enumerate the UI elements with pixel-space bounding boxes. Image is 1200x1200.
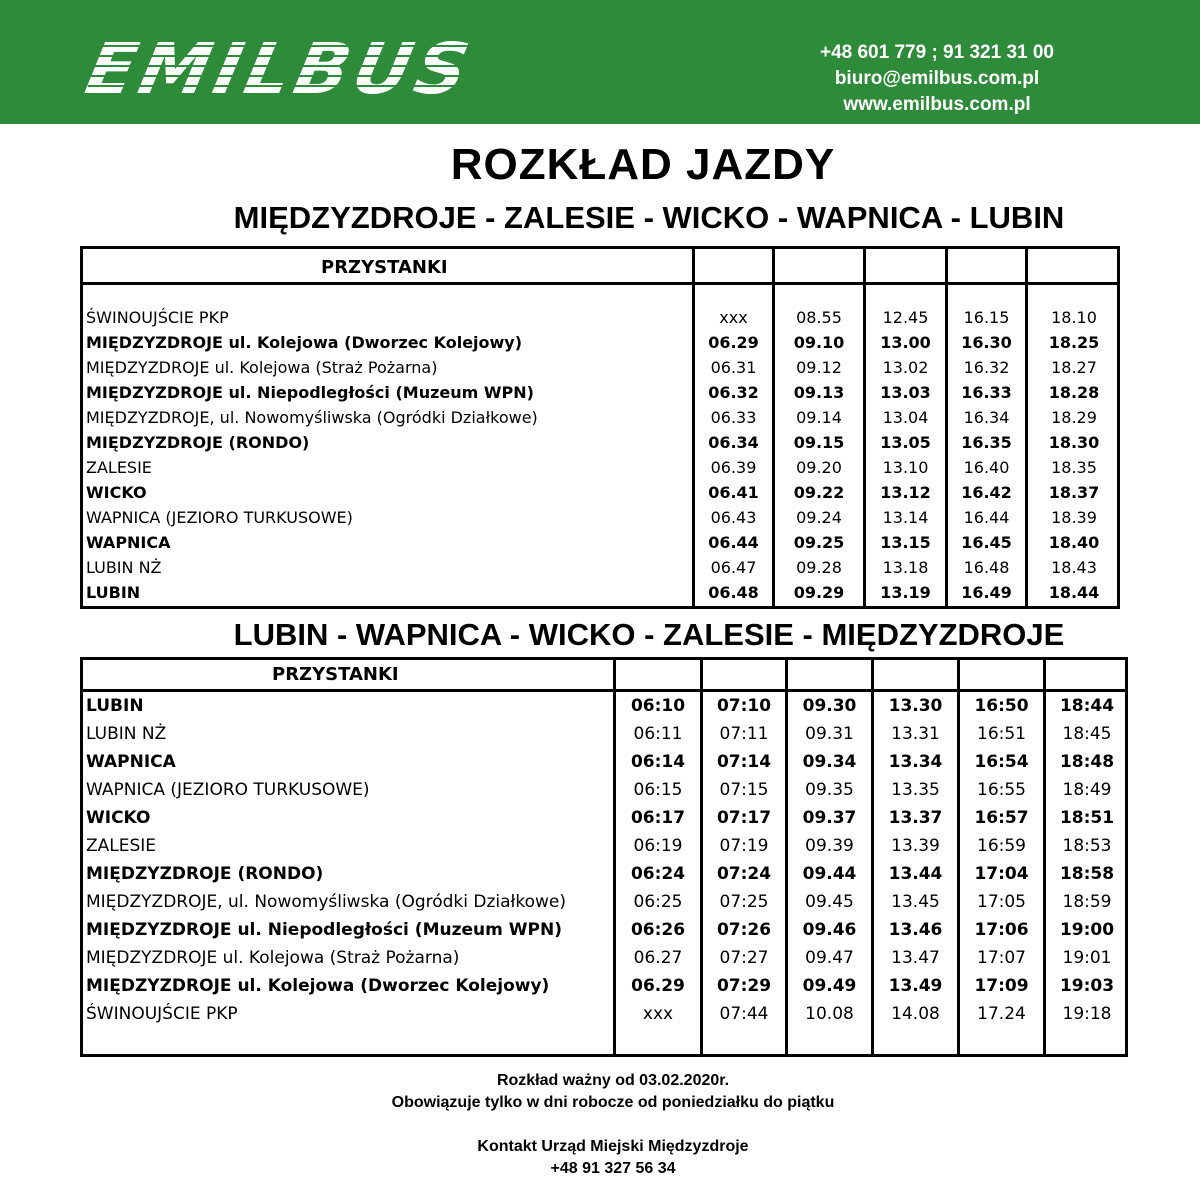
stop-name: ZALESIE — [86, 458, 152, 477]
departure-time: 13.35 — [891, 780, 940, 800]
table-row — [83, 308, 1117, 333]
departure-time: 17:09 — [974, 976, 1029, 996]
stop-name: ŚWINOUJŚCIE PKP — [86, 1004, 238, 1024]
departure-time: 09.46 — [802, 920, 857, 940]
departure-time: 18.25 — [1048, 333, 1100, 352]
stop-name: LUBIN NŻ — [86, 558, 162, 577]
departure-time: 07:15 — [719, 780, 769, 800]
departure-time: 16.35 — [961, 433, 1012, 452]
stop-name: MIĘDZYZDROJE ul. Kolejowa (Straż Pożarna) — [86, 358, 438, 377]
departure-time: 18.27 — [1051, 358, 1097, 377]
departure-time: 07:26 — [716, 920, 772, 940]
departure-time: 13.49 — [888, 976, 943, 996]
departure-time: 06:24 — [630, 864, 686, 884]
departure-time: 16.48 — [963, 558, 1010, 577]
departure-time: 06.34 — [708, 433, 759, 452]
stop-name: ŚWINOUJŚCIE PKP — [86, 308, 229, 327]
departure-time: 16.42 — [961, 483, 1012, 502]
departure-time: 09.34 — [802, 752, 857, 772]
departure-time: 16:50 — [974, 696, 1029, 716]
departure-time: 06:19 — [633, 836, 683, 856]
departure-time: 16.15 — [963, 308, 1010, 327]
departure-time: 18:51 — [1059, 808, 1115, 828]
stop-name: MIĘDZYZDROJE (RONDO) — [86, 433, 310, 452]
page-title: ROZKŁAD JAZDY — [450, 140, 836, 189]
departure-time: 06:15 — [633, 780, 683, 800]
departure-time: 13.04 — [882, 408, 929, 427]
stop-name: MIĘDZYZDROJE ul. Niepodległości (Muzeum WPN) — [86, 383, 534, 402]
departure-time: 18:45 — [1062, 724, 1112, 744]
departure-time: 09.30 — [802, 696, 857, 716]
departure-time: 17.24 — [977, 1004, 1026, 1024]
departure-time: 18.29 — [1051, 408, 1097, 427]
table-row — [83, 458, 1117, 483]
stop-name: MIĘDZYZDROJE (RONDO) — [86, 864, 324, 884]
table-header-label: PRZYSTANKI — [272, 664, 399, 685]
table-row — [83, 333, 1117, 358]
table-row — [83, 920, 1125, 945]
departure-time: 06:17 — [630, 808, 686, 828]
table-header-divider — [83, 282, 1117, 285]
departure-time: 07:17 — [716, 808, 772, 828]
departure-time: 17:06 — [974, 920, 1029, 940]
departure-time: 17:07 — [977, 948, 1026, 968]
timetable-2 — [80, 657, 1128, 1057]
departure-time: 13.37 — [888, 808, 943, 828]
departure-time: 06:26 — [630, 920, 686, 940]
table-row — [83, 383, 1117, 408]
departure-time: 18.10 — [1051, 308, 1097, 327]
departure-time: 18:59 — [1062, 892, 1112, 912]
departure-time: 06:11 — [633, 724, 683, 744]
departure-time: 13.44 — [888, 864, 943, 884]
departure-time: 17:05 — [977, 892, 1026, 912]
departure-time: 13.45 — [891, 892, 940, 912]
departure-time: 13.30 — [888, 696, 943, 716]
departure-time: xxx — [719, 308, 748, 327]
departure-time: 16:55 — [977, 780, 1026, 800]
departure-time: 10.08 — [805, 1004, 854, 1024]
departure-time: 06.29 — [708, 333, 759, 352]
departure-time: 13.34 — [888, 752, 943, 772]
table-row — [83, 864, 1125, 889]
departure-time: 18.28 — [1048, 383, 1100, 402]
departure-time: 13.46 — [888, 920, 943, 940]
emilbus-logo — [79, 28, 488, 110]
departure-time: 07:14 — [716, 752, 772, 772]
departure-time: 13.18 — [882, 558, 929, 577]
departure-time: 07:25 — [719, 892, 769, 912]
departure-time: 09.47 — [805, 948, 854, 968]
departure-time: 09.25 — [793, 533, 845, 552]
header-banner — [0, 0, 1200, 124]
footer-notes — [0, 1070, 1200, 1180]
departure-time: 09.22 — [793, 483, 845, 502]
departure-time: 06.31 — [710, 358, 757, 377]
departure-time: 09.29 — [793, 583, 845, 602]
header-phone: +48 601 779 ; 91 321 31 00 — [819, 42, 1054, 63]
departure-time: 09.13 — [793, 383, 845, 402]
table-row — [83, 892, 1125, 917]
logo-speed-lines — [88, 34, 508, 98]
table-row — [83, 948, 1125, 973]
departure-time: 14.08 — [891, 1004, 940, 1024]
departure-time: 18.43 — [1051, 558, 1097, 577]
departure-time: 06.29 — [631, 976, 685, 996]
stop-name: WAPNICA (JEZIORO TURKUSOWE) — [86, 780, 370, 800]
departure-time: 07:27 — [719, 948, 769, 968]
departure-time: 09.35 — [805, 780, 854, 800]
departure-time: 18:44 — [1059, 696, 1115, 716]
departure-time: 18:49 — [1062, 780, 1112, 800]
departure-time: 07:44 — [719, 1004, 769, 1024]
departure-time: 09.14 — [796, 408, 842, 427]
departure-time: 13.10 — [882, 458, 929, 477]
departure-time: 06:25 — [633, 892, 683, 912]
departure-time: 06.44 — [708, 533, 759, 552]
departure-time: 13.47 — [891, 948, 940, 968]
stop-name: WAPNICA (JEZIORO TURKUSOWE) — [86, 508, 353, 527]
departure-time: 13.39 — [891, 836, 940, 856]
table-header-label: PRZYSTANKI — [321, 257, 448, 278]
table-row — [83, 780, 1125, 805]
table-row — [83, 508, 1117, 533]
table-row — [83, 583, 1117, 608]
departure-time: 19:03 — [1059, 976, 1115, 996]
departure-time: 07:19 — [719, 836, 769, 856]
validity-note: Rozkład ważny od 03.02.2020r. — [496, 1072, 730, 1089]
departure-time: 18.39 — [1051, 508, 1097, 527]
stop-name: WICKO — [86, 483, 147, 502]
departure-time: 18:58 — [1059, 864, 1115, 884]
departure-time: 13.19 — [880, 583, 931, 602]
departure-time: 19:18 — [1062, 1004, 1112, 1024]
departure-time: 16:59 — [977, 836, 1026, 856]
departure-time: 16.49 — [961, 583, 1012, 602]
departure-time: 06.39 — [710, 458, 757, 477]
departure-time: 09.15 — [793, 433, 845, 452]
departure-time: 09.49 — [802, 976, 857, 996]
departure-time: 16.32 — [963, 358, 1010, 377]
departure-time: 18.40 — [1048, 533, 1100, 552]
departure-time: 13.03 — [880, 383, 931, 402]
departure-time: 07:11 — [719, 724, 769, 744]
weekdays-note: Obowiązuje tylko w dni robocze od poniedziałku do piątku — [391, 1094, 835, 1111]
logo-text: EMILBUS — [79, 28, 481, 110]
departure-time: 13.15 — [880, 533, 931, 552]
departure-time: 06.43 — [710, 508, 757, 527]
table-row — [83, 836, 1125, 861]
departure-time: 16.30 — [961, 333, 1012, 352]
departure-time: 13.14 — [882, 508, 929, 527]
departure-time: 06.32 — [708, 383, 759, 402]
header-email[interactable]: biuro@emilbus.com.pl — [834, 68, 1040, 89]
departure-time: 19:00 — [1059, 920, 1115, 940]
departure-time: 06.41 — [708, 483, 759, 502]
table-row — [83, 483, 1117, 508]
departure-time: 18.30 — [1048, 433, 1100, 452]
departure-time: 13.05 — [880, 433, 931, 452]
stop-name: ZALESIE — [86, 836, 157, 856]
departure-time: 18.35 — [1051, 458, 1097, 477]
table-header-divider — [83, 689, 1125, 692]
departure-time: 09.12 — [796, 358, 842, 377]
departure-time: 13.31 — [891, 724, 940, 744]
table-row — [83, 558, 1117, 583]
departure-time: xxx — [642, 1004, 674, 1024]
departure-time: 07:10 — [716, 696, 772, 716]
table-row — [83, 808, 1125, 833]
departure-time: 09.28 — [796, 558, 842, 577]
table-row — [83, 752, 1125, 777]
departure-time: 16.34 — [963, 408, 1010, 427]
departure-time: 13.02 — [882, 358, 929, 377]
departure-time: 09.31 — [805, 724, 854, 744]
table-row — [83, 358, 1117, 383]
stop-name: MIĘDZYZDROJE, ul. Nowomyśliwska (Ogródki Działkowe) — [86, 408, 538, 427]
departure-time: 09.10 — [793, 333, 845, 352]
table-row — [83, 696, 1125, 721]
timetable-1 — [80, 246, 1120, 609]
departure-time: 18:53 — [1062, 836, 1112, 856]
contact-phone: +48 91 327 56 34 — [550, 1160, 676, 1177]
departure-time: 09.45 — [805, 892, 854, 912]
departure-time: 09.44 — [802, 864, 857, 884]
departure-time: 12.45 — [882, 308, 929, 327]
stop-name: MIĘDZYZDROJE ul. Kolejowa (Dworzec Kolejowy) — [86, 976, 550, 996]
route-title-2: LUBIN - WAPNICA - WICKO - ZALESIE - MIĘDZYZDROJE — [233, 617, 1065, 652]
route-title-1: MIĘDZYZDROJE - ZALESIE - WICKO - WAPNICA - LUBIN — [233, 200, 1065, 235]
departure-time: 16:54 — [974, 752, 1029, 772]
departure-time: 16.45 — [961, 533, 1012, 552]
departure-time: 06.27 — [633, 948, 683, 968]
table-row — [83, 408, 1117, 433]
stop-name: MIĘDZYZDROJE ul. Kolejowa (Straż Pożarna) — [86, 948, 460, 968]
stop-name: MIĘDZYZDROJE ul. Niepodległości (Muzeum WPN) — [86, 920, 562, 940]
stop-name: MIĘDZYZDROJE ul. Kolejowa (Dworzec Kolejowy) — [86, 333, 523, 352]
departure-time: 17:04 — [974, 864, 1029, 884]
departure-time: 08.55 — [796, 308, 842, 327]
header-website[interactable]: www.emilbus.com.pl — [843, 94, 1031, 115]
table-row — [83, 433, 1117, 458]
departure-time: 16.40 — [963, 458, 1010, 477]
departure-time: 06.48 — [708, 583, 759, 602]
departure-time: 07:24 — [716, 864, 772, 884]
departure-time: 16:51 — [977, 724, 1026, 744]
departure-time: 18.44 — [1048, 583, 1100, 602]
table-row — [83, 533, 1117, 558]
departure-time: 09.39 — [805, 836, 854, 856]
stop-name: LUBIN NŻ — [86, 724, 167, 744]
departure-time: 18:48 — [1059, 752, 1115, 772]
departure-time: 06:14 — [630, 752, 686, 772]
departure-time: 16.33 — [961, 383, 1012, 402]
departure-time: 16.44 — [963, 508, 1010, 527]
departure-time: 16:57 — [974, 808, 1029, 828]
stop-name: MIĘDZYZDROJE, ul. Nowomyśliwska (Ogródki Działkowe) — [86, 892, 567, 912]
table-row — [83, 976, 1125, 1001]
contact-label: Kontakt Urząd Miejski Międzyzdroje — [477, 1138, 749, 1155]
stop-name: WICKO — [86, 808, 151, 828]
table-row — [83, 1004, 1125, 1029]
departure-time: 13.12 — [880, 483, 931, 502]
departure-time: 09.24 — [796, 508, 842, 527]
stop-name: LUBIN — [86, 696, 144, 716]
stop-name: WAPNICA — [86, 752, 176, 772]
departure-time: 07:29 — [716, 976, 772, 996]
departure-time: 09.20 — [796, 458, 842, 477]
departure-time: 09.37 — [802, 808, 857, 828]
stop-name: LUBIN — [86, 583, 141, 602]
header-contact — [767, 40, 1107, 118]
departure-time: 06.33 — [710, 408, 757, 427]
departure-time: 13.00 — [880, 333, 931, 352]
departure-time: 06.47 — [710, 558, 757, 577]
departure-time: 18.37 — [1048, 483, 1100, 502]
stop-name: WAPNICA — [86, 533, 171, 552]
departure-time: 19:01 — [1062, 948, 1112, 968]
departure-time: 06:10 — [630, 696, 686, 716]
table-row — [83, 724, 1125, 749]
